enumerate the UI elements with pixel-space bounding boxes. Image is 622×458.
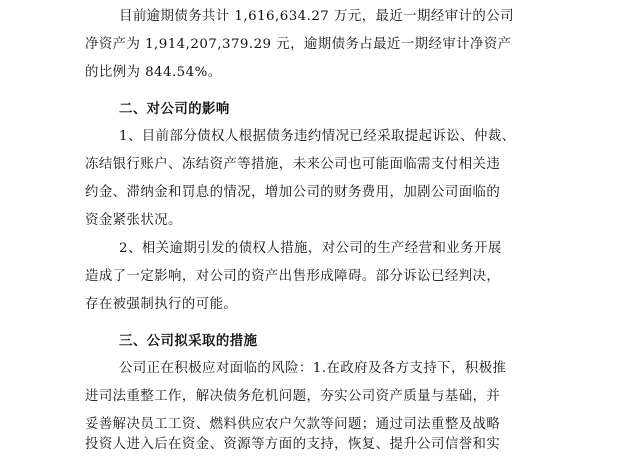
overdue-debt-line-2: 净资产为 1,914,207,379.29 元，逾期债务占最近一期经审计净资产 xyxy=(85,37,512,52)
impact-p1-line-2: 冻结银行账户、冻结资产等措施，未来公司也可能面临需支付相关违 xyxy=(85,157,501,172)
impact-p2-line-1: 2、相关逾期引发的债权人措施，对公司的生产经营和业务开展 xyxy=(119,241,502,256)
overdue-debt-line-1: 目前逾期债务共计 1,616,634.27 万元，最近一期经审计的公司 xyxy=(119,9,514,24)
impact-p2-line-2: 造成了一定影响，对公司的资产出售形成障碍。部分诉讼已经判决， xyxy=(85,269,501,284)
measures-p1-line-2: 进司法重整工作，解决债务危机问题，夯实公司资产质量与基础，并 xyxy=(85,389,501,404)
impact-p1-line-4: 资金紧张状况。 xyxy=(85,213,182,228)
measures-p1-line-3: 妥善解决员工工资、燃料供应农户欠款等问题；通过司法重整及战略 xyxy=(85,417,501,432)
measures-p1-line-1: 公司正在积极应对面临的风险：1.在政府及各方支持下，积极推 xyxy=(119,361,507,376)
measures-p1-line-4: 投资人进入后在资金、资源等方面的支持，恢复、提升公司信誉和实 xyxy=(85,437,501,452)
section-heading-impact: 二、对公司的影响 xyxy=(119,101,230,117)
impact-p1-line-3: 约金、滞纳金和罚息的情况，增加公司的财务费用，加剧公司面临的 xyxy=(85,185,501,200)
overdue-debt-line-3: 的比例为 844.54%。 xyxy=(85,65,222,80)
section-heading-measures: 三、公司拟采取的措施 xyxy=(119,333,258,349)
impact-p1-line-1: 1、目前部分债权人根据债务违约情况已经采取提起诉讼、仲裁、 xyxy=(119,129,516,144)
impact-p2-line-3: 存在被强制执行的可能。 xyxy=(85,297,238,312)
